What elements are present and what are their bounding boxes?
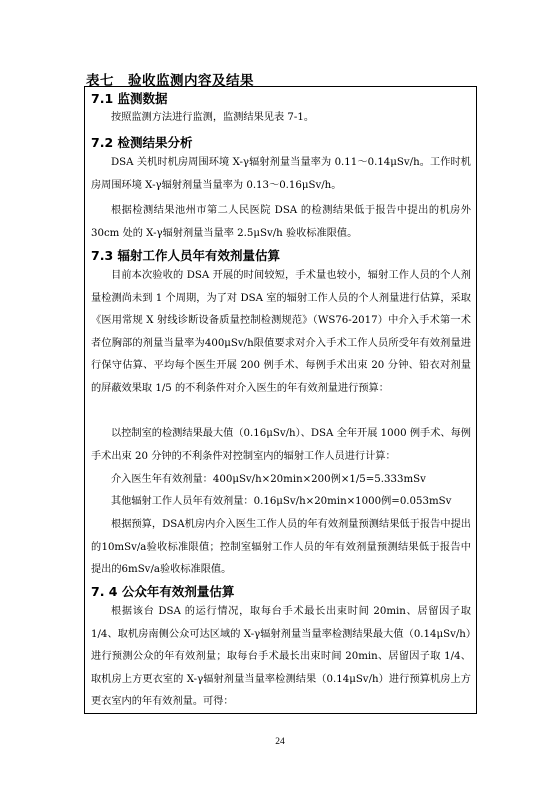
paragraph-7-3-5: 根据预算，DSA机房内介入医生工作人员的年有效剂量预测结果低于报告中提出的10mSv/a验收标准限值；控制室辐射工作人员的年有效剂量预测结果低于报告中提出的6mSv/a验收标准限值。 — [91, 519, 471, 575]
paragraph-7-4-1: 根据该台 DSA 的运行情况，取每台手术最长出束时间 20min、居留因子取 1/4、取机房南侧公众可达区域的 X-γ辐射剂量当量率检测结果最大值（0.14μSv/h）进行预测公众的年有效剂量；取每台手术最长出束时间 20min、居留因子取 1/4、取机房上方更衣室的 X-γ辐射剂量当量率检测结果（0.14μSv/h）进行预算机房上方更衣室内的年有效剂量。可得： — [91, 606, 471, 707]
section-heading-7-2: 7.2 检测结果分析 — [91, 135, 193, 150]
page-number: 24 — [275, 737, 285, 747]
content-frame — [84, 86, 477, 714]
formula-doctor-dose: 介入医生年有效剂量：400μSv/h×20min×200例×1/5=5.333mSv — [111, 474, 426, 485]
paragraph-7-2-2: 根据检测结果池州市第二人民医院 DSA 的检测结果低于报告中提出的机房外 30cm 处的 X-γ辐射剂量当量率 2.5μSv/h 验收标准限值。 — [91, 205, 471, 239]
paragraph-7-3-2: 以控制室的检测结果最大值（0.16μSv/h）、DSA 全年开展 1000 例手术、每例手术出束 20 分钟的不利条件对控制室内的辐射工作人员进行计算： — [91, 428, 471, 462]
section-heading-7-4: 7. 4 公众年有效剂量估算 — [91, 584, 235, 599]
paragraph-7-1-1: 按照监测方法进行监测，监测结果见表 7-1。 — [111, 112, 315, 123]
section-heading-7-3: 7.3 辐射工作人员年有效剂量估算 — [91, 248, 280, 263]
paragraph-7-2-1: DSA 关机时机房周围环境 X-γ辐射剂量当量率为 0.11～0.14μSv/h。工作时机房周围环境 X-γ辐射剂量当量率为 0.13～0.16μSv/h。 — [91, 157, 471, 191]
paragraph-7-3-1: 目前本次验收的 DSA 开展的时间较短，手术量也较小，辐射工作人员的个人剂量检测尚未到 1 个周期，为了对 DSA 室的辐射工作人员的个人剂量进行估算，采取《医用常规 X 射线诊断设备质量控制检测规范》（WS76-2017）中介入手术第一术者位胸部的剂量当量率为400μSv/h限值要求对介入手术工作人员所受年有效剂量进行保守估算、平均每个医生开展 200 例手术、每例手术出束 20 分钟、铅衣对剂量的屏蔽效果取 1/5 的不利条件对介入医生的年有效剂量进行预算： — [91, 270, 471, 394]
table-title: 表七 验收监测内容及结果 — [86, 73, 254, 89]
formula-other-staff-dose: 其他辐射工作人员年有效剂量：0.16μSv/h×20min×1000例=0.053mSv — [111, 496, 452, 507]
section-heading-7-1: 7.1 监测数据 — [91, 91, 168, 106]
